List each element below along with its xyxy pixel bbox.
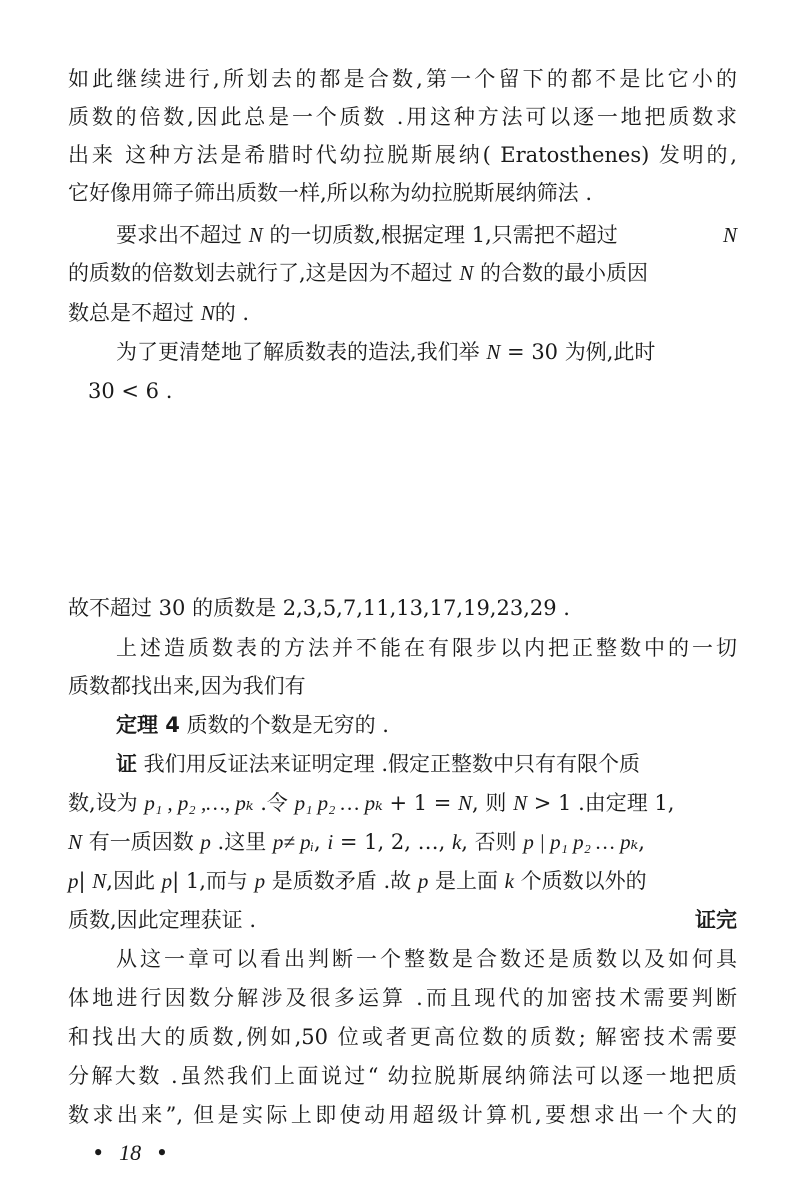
theorem-line <box>116 710 737 740</box>
text-span: 为了更清楚地了解质数表的造法,我们举 <box>116 340 487 364</box>
math-var: p <box>417 869 429 893</box>
text-span: , 否则 <box>461 830 524 854</box>
math-var: N <box>248 223 263 247</box>
text-span: 有一质因数 <box>82 830 201 854</box>
text-span: , <box>314 830 328 854</box>
text-line <box>68 905 737 935</box>
bullet-left: • <box>92 1141 105 1165</box>
text-span: 是上面 <box>428 869 505 893</box>
text-line: 数求出来”, 但是实际上即使动用超级计算机,要想求出一个大的 <box>68 1103 737 1127</box>
math-var: k <box>504 869 514 893</box>
text-line: 分解大数 .虽然我们上面说过“ 幼拉脱斯展纳筛法可以逐一地把质 <box>68 1064 737 1088</box>
proof-line <box>116 749 737 779</box>
text-span: | <box>78 869 93 893</box>
text-span: 质数,因此定理获证 . <box>68 908 257 932</box>
math-expr: p≠ pᵢ <box>272 830 315 854</box>
text-line: 从这一章可以看出判断一个整数是合数还是质数以及如何具 <box>116 947 737 971</box>
text-line: 和找出大的质数,例如,50 位或者更高位数的质数; 解密技术需要 <box>68 1025 737 1049</box>
text-line: 体地进行因数分解涉及很多运算 .而且现代的加密技术需要判断 <box>68 986 737 1010</box>
text-line: 30 < 6 . <box>88 379 173 403</box>
text-span: 要求出不超过 <box>116 223 249 247</box>
math-var: i <box>327 830 334 854</box>
text-line: 故不超过 30 的质数是 2,3,5,7,11,13,17,19,23,29 . <box>68 596 570 620</box>
math-expr: p₁ p₂ … pₖ <box>294 791 383 815</box>
math-var: N <box>458 791 473 815</box>
page-number: 18 <box>119 1140 142 1165</box>
proof-end-mark: 证完 <box>695 908 737 932</box>
text-line: 出来 这种方法是希腊时代幼拉脱斯展纳( Eratosthenes) 发明的, <box>68 143 737 167</box>
text-span: 我们用反证法来证明定理 .假定正整数中只有有限个质 <box>137 752 641 776</box>
math-var: p <box>68 869 79 893</box>
math-var: N <box>200 301 215 325</box>
text-span: = 30 为例,此时 <box>500 340 656 364</box>
math-var: p <box>254 869 266 893</box>
text-line: 质数的倍数,因此总是一个质数 .用这种方法可以逐一地把质数求 <box>68 105 737 129</box>
text-line: 上述造质数表的方法并不能在有限步以内把正整数中的一切 <box>116 636 737 660</box>
math-var: N <box>722 223 737 247</box>
text-line: 它好像用筛子筛出质数一样,所以称为幼拉脱斯展纳筛法 . <box>68 181 593 205</box>
text-span: 的一切质数,根据定理 1,只需把不超过 <box>262 223 618 247</box>
text-line <box>68 866 737 896</box>
math-var: p <box>161 869 173 893</box>
text-span: > 1 .由定理 1, <box>527 791 675 815</box>
text-span: 个质数以外的 <box>514 869 647 893</box>
math-expr: p | p₁ p₂ … pₖ <box>523 830 639 854</box>
math-var: N <box>92 869 107 893</box>
text-span: 的质数的倍数划去就行了,这是因为不超过 <box>68 261 460 285</box>
text-span: .这里 <box>210 830 273 854</box>
page-footer <box>92 1140 168 1166</box>
math-expr: p₁ , p₂ ,…, pₖ <box>144 791 254 815</box>
math-var: N <box>459 261 474 285</box>
bullet-right: • <box>155 1141 169 1165</box>
theorem-label: 定理 4 <box>116 713 180 737</box>
text-span: 是质数矛盾 .故 <box>265 869 418 893</box>
text-span: 的合数的最小质因 <box>473 261 649 285</box>
text-span: , 则 <box>472 791 514 815</box>
math-var: N <box>513 791 528 815</box>
math-var: N <box>486 340 501 364</box>
text-line <box>68 298 737 328</box>
math-var: k <box>451 830 462 854</box>
text-span: ,因此 <box>106 869 162 893</box>
text-line <box>116 337 737 367</box>
text-line: 质数都找出来,因为我们有 <box>68 674 306 698</box>
text-span: = 1, 2, …, <box>333 830 452 854</box>
math-var: N <box>68 830 83 854</box>
text-line: 如此继续进行,所划去的都是合数,第一个留下的都不是比它小的 <box>68 67 737 91</box>
text-span: 的 . <box>214 301 250 325</box>
proof-label: 证 <box>116 752 137 776</box>
math-var: p <box>200 830 211 854</box>
text-span: + 1 = <box>382 791 459 815</box>
text-span: | 1,而与 <box>172 869 255 893</box>
text-span: , <box>638 830 645 854</box>
text-line <box>68 258 737 288</box>
text-line <box>68 788 737 818</box>
text-span: 数总是不超过 <box>68 301 201 325</box>
text-line <box>68 827 737 857</box>
text-span: 质数的个数是无穷的 . <box>179 713 389 737</box>
text-span: .令 <box>253 791 295 815</box>
text-span: 数,设为 <box>68 791 145 815</box>
text-line <box>116 220 737 250</box>
